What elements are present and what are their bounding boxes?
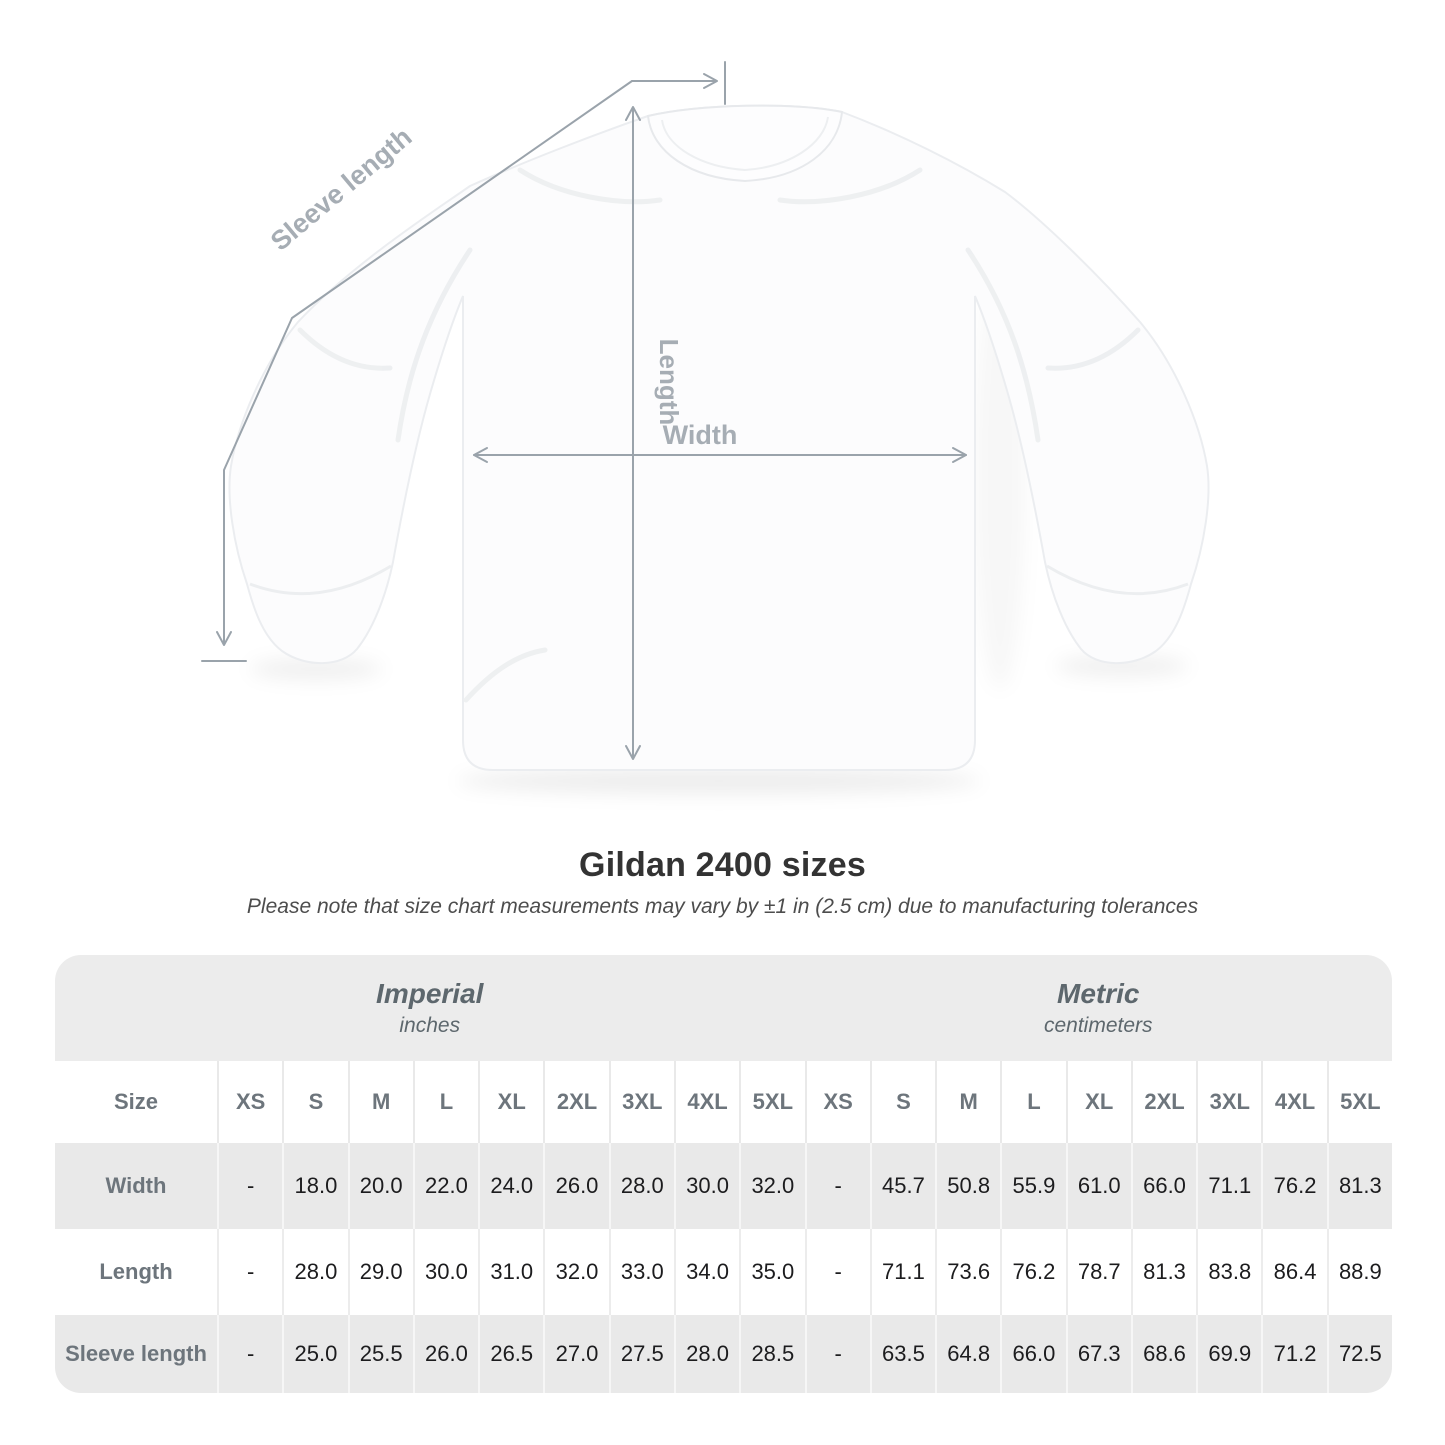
size-col-header: 4XL bbox=[1261, 1061, 1326, 1143]
table-value: 76.2 bbox=[1261, 1143, 1326, 1229]
row-label: Sleeve length bbox=[55, 1315, 217, 1393]
table-value: 66.0 bbox=[1131, 1143, 1196, 1229]
table-value: - bbox=[217, 1315, 282, 1393]
table-value: 28.0 bbox=[282, 1229, 347, 1315]
size-col-header: M bbox=[348, 1061, 413, 1143]
row-label: Width bbox=[55, 1143, 217, 1229]
size-col-header: 3XL bbox=[609, 1061, 674, 1143]
table-value: 86.4 bbox=[1261, 1229, 1326, 1315]
size-col-header: M bbox=[935, 1061, 1000, 1143]
table-value: 55.9 bbox=[1000, 1143, 1065, 1229]
table-value: 22.0 bbox=[413, 1143, 478, 1229]
size-col-header: 4XL bbox=[674, 1061, 739, 1143]
table-value: 32.0 bbox=[543, 1229, 608, 1315]
table-value: 67.3 bbox=[1066, 1315, 1131, 1393]
table-value: 27.0 bbox=[543, 1315, 608, 1393]
table-value: 28.0 bbox=[609, 1143, 674, 1229]
table-value: 20.0 bbox=[348, 1143, 413, 1229]
size-col-header: XS bbox=[805, 1061, 870, 1143]
table-value: 68.6 bbox=[1131, 1315, 1196, 1393]
table-value: 69.9 bbox=[1196, 1315, 1261, 1393]
size-col-header: L bbox=[413, 1061, 478, 1143]
table-value: 81.3 bbox=[1131, 1229, 1196, 1315]
table-value: 50.8 bbox=[935, 1143, 1000, 1229]
table-value: 32.0 bbox=[739, 1143, 804, 1229]
table-value: 18.0 bbox=[282, 1143, 347, 1229]
table-value: 29.0 bbox=[348, 1229, 413, 1315]
tolerance-note: Please note that size chart measurements may vary by ±1 in (2.5 cm) due to manufacturing tolerances bbox=[246, 895, 1199, 918]
size-col-header: 5XL bbox=[1327, 1061, 1392, 1143]
table-value: 25.5 bbox=[348, 1315, 413, 1393]
table-value: 26.5 bbox=[478, 1315, 543, 1393]
table-value: 81.3 bbox=[1327, 1143, 1392, 1229]
table-value: - bbox=[805, 1229, 870, 1315]
table-value: 76.2 bbox=[1000, 1229, 1065, 1315]
sleeve-length-label: Sleeve length bbox=[264, 121, 418, 257]
table-value: 33.0 bbox=[609, 1229, 674, 1315]
size-column-header: Size bbox=[55, 1061, 217, 1143]
table-value: 45.7 bbox=[870, 1143, 935, 1229]
table-value: 63.5 bbox=[870, 1315, 935, 1393]
table-value: 66.0 bbox=[1000, 1315, 1065, 1393]
table-value: 71.1 bbox=[1196, 1143, 1261, 1229]
size-col-header: 2XL bbox=[543, 1061, 608, 1143]
table-value: - bbox=[217, 1229, 282, 1315]
unit-group-imperial bbox=[55, 955, 805, 1061]
table-value: 35.0 bbox=[739, 1229, 804, 1315]
size-col-header: 3XL bbox=[1196, 1061, 1261, 1143]
size-col-header: XS bbox=[217, 1061, 282, 1143]
table-value: 88.9 bbox=[1327, 1229, 1392, 1315]
table-value: - bbox=[805, 1315, 870, 1393]
table-value: - bbox=[217, 1143, 282, 1229]
size-col-header: S bbox=[282, 1061, 347, 1143]
unit-group-label: Metric bbox=[1057, 978, 1140, 1009]
table-value: 27.5 bbox=[609, 1315, 674, 1393]
size-col-header: S bbox=[870, 1061, 935, 1143]
table-value: 31.0 bbox=[478, 1229, 543, 1315]
table-value: 28.0 bbox=[674, 1315, 739, 1393]
table-value: 25.0 bbox=[282, 1315, 347, 1393]
table-value: 26.0 bbox=[543, 1143, 608, 1229]
length-label: Length bbox=[654, 338, 684, 426]
table-value: 64.8 bbox=[935, 1315, 1000, 1393]
size-col-header: 5XL bbox=[739, 1061, 804, 1143]
size-table bbox=[55, 955, 1392, 1393]
size-col-header: L bbox=[1000, 1061, 1065, 1143]
table-value: 61.0 bbox=[1066, 1143, 1131, 1229]
unit-group-sublabel: centimeters bbox=[1043, 1014, 1153, 1037]
table-value: 73.6 bbox=[935, 1229, 1000, 1315]
table-value: 71.1 bbox=[870, 1229, 935, 1315]
unit-group-metric bbox=[805, 955, 1393, 1061]
row-label: Length bbox=[55, 1229, 217, 1315]
size-col-header: XL bbox=[1066, 1061, 1131, 1143]
chart-heading bbox=[0, 846, 1445, 919]
unit-group-label: Imperial bbox=[376, 978, 484, 1009]
size-col-header: 2XL bbox=[1131, 1061, 1196, 1143]
table-value: 26.0 bbox=[413, 1315, 478, 1393]
table-value: - bbox=[805, 1143, 870, 1229]
table-value: 71.2 bbox=[1261, 1315, 1326, 1393]
table-value: 30.0 bbox=[674, 1143, 739, 1229]
table-value: 72.5 bbox=[1327, 1315, 1392, 1393]
unit-group-sublabel: inches bbox=[399, 1014, 461, 1037]
page-title: Gildan 2400 sizes bbox=[579, 846, 866, 884]
table-value: 30.0 bbox=[413, 1229, 478, 1315]
table-value: 34.0 bbox=[674, 1229, 739, 1315]
table-value: 83.8 bbox=[1196, 1229, 1261, 1315]
width-label: Width bbox=[662, 420, 738, 450]
table-value: 28.5 bbox=[739, 1315, 804, 1393]
table-value: 24.0 bbox=[478, 1143, 543, 1229]
table-value: 78.7 bbox=[1066, 1229, 1131, 1315]
size-col-header: XL bbox=[478, 1061, 543, 1143]
